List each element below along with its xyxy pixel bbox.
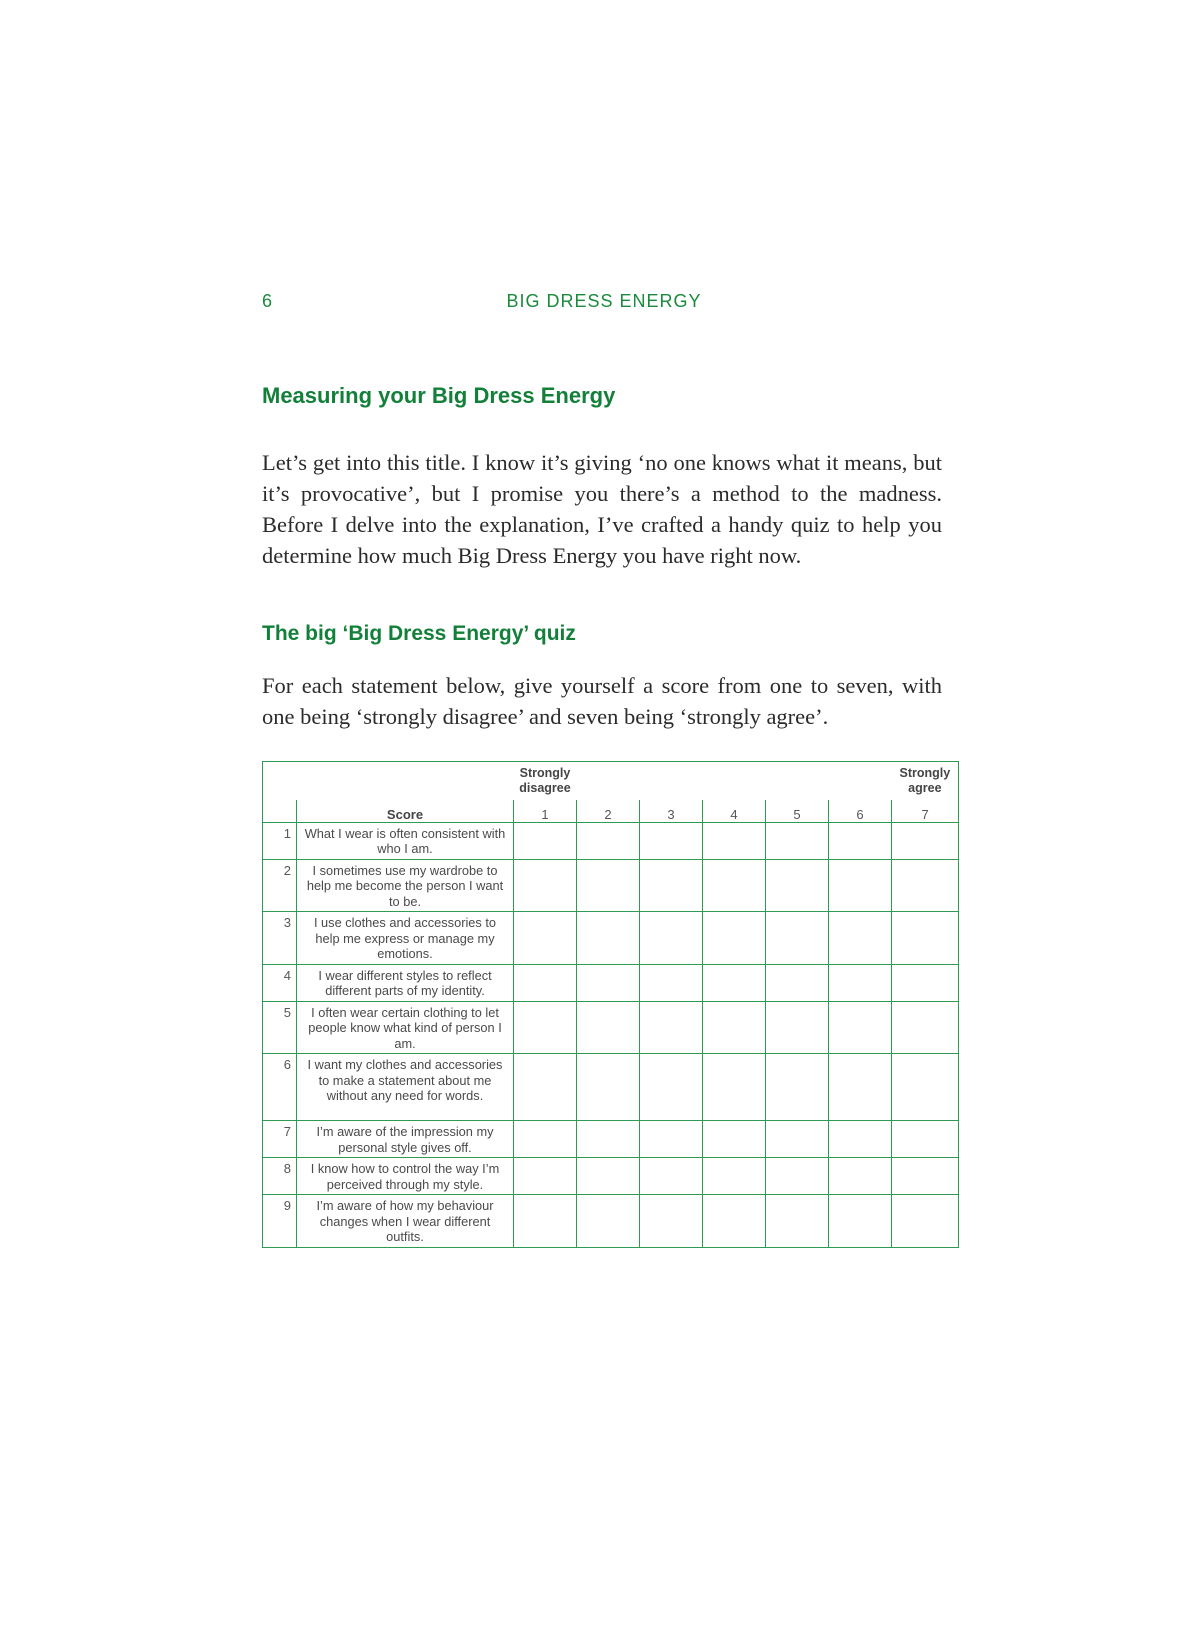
- score-cell-2: [577, 1001, 640, 1054]
- score-cell-3: [640, 1158, 703, 1195]
- score-cell-7: [892, 1121, 959, 1158]
- anchor-header-row: [263, 762, 959, 800]
- scale-5: 5: [766, 800, 829, 823]
- score-cell-7: [892, 912, 959, 965]
- score-cell-5: [766, 964, 829, 1001]
- row-statement: I’m aware of how my behaviour changes when I wear different outfits.: [297, 1195, 514, 1248]
- quiz-instructions: For each statement below, give yourself a score from one to seven, with one being ‘strongly disagree’ and seven being ‘strongly agree’.: [262, 673, 942, 729]
- score-cell-6: [829, 822, 892, 859]
- score-cell-6: [829, 912, 892, 965]
- scale-2: 2: [577, 800, 640, 823]
- score-cell-1: [514, 822, 577, 859]
- table-row: [263, 1158, 959, 1195]
- row-statement: I sometimes use my wardrobe to help me become the person I want to be.: [297, 859, 514, 912]
- score-cell-5: [766, 1158, 829, 1195]
- score-cell-3: [640, 822, 703, 859]
- intro-paragraph: Let’s get into this title. I know it’s giving ‘no one knows what it means, but it’s provocative’, but I promise you there’s a method to the madness. Before I delve into the explanation, I’ve crafted a handy quiz to help you determine how much Big Dress Energy you have right now.: [262, 450, 942, 568]
- score-cell-4: [703, 859, 766, 912]
- score-cell-1: [514, 1195, 577, 1248]
- row-statement: I often wear certain clothing to let people know what kind of person I am.: [297, 1001, 514, 1054]
- score-cell-2: [577, 1158, 640, 1195]
- row-number: 7: [263, 1121, 297, 1158]
- score-column-header: Score: [297, 800, 514, 823]
- score-cell-6: [829, 1195, 892, 1248]
- score-cell-5: [766, 822, 829, 859]
- score-cell-5: [766, 912, 829, 965]
- score-cell-5: [766, 1121, 829, 1158]
- score-cell-7: [892, 822, 959, 859]
- score-cell-2: [577, 912, 640, 965]
- row-number: 1: [263, 822, 297, 859]
- table-row: [263, 912, 959, 965]
- score-cell-4: [703, 964, 766, 1001]
- score-cell-4: [703, 822, 766, 859]
- row-statement: I know how to control the way I’m perceived through my style.: [297, 1158, 514, 1195]
- score-cell-6: [829, 964, 892, 1001]
- table-row: [263, 1054, 959, 1121]
- table-row: [263, 1121, 959, 1158]
- quiz-heading: The big ‘Big Dress Energy’ quiz: [262, 622, 576, 645]
- score-cell-7: [892, 1195, 959, 1248]
- score-cell-1: [514, 1001, 577, 1054]
- score-cell-1: [514, 1158, 577, 1195]
- score-cell-7: [892, 859, 959, 912]
- score-cell-1: [514, 859, 577, 912]
- scale-7: 7: [892, 800, 959, 823]
- score-cell-6: [829, 1121, 892, 1158]
- running-title: BIG DRESS ENERGY: [506, 291, 702, 311]
- score-header-row: [263, 800, 959, 823]
- score-cell-2: [577, 822, 640, 859]
- score-cell-4: [703, 1121, 766, 1158]
- score-cell-7: [892, 1158, 959, 1195]
- score-cell-5: [766, 859, 829, 912]
- score-cell-6: [829, 1001, 892, 1054]
- score-cell-2: [577, 964, 640, 1001]
- table-row: [263, 1001, 959, 1054]
- score-cell-3: [640, 1001, 703, 1054]
- score-cell-4: [703, 1158, 766, 1195]
- scale-1: 1: [514, 800, 577, 823]
- score-cell-7: [892, 964, 959, 1001]
- score-cell-4: [703, 1054, 766, 1121]
- anchor-strongly-disagree: Strongly disagree: [519, 766, 571, 795]
- score-cell-5: [766, 1001, 829, 1054]
- scale-3: 3: [640, 800, 703, 823]
- page-number: 6: [262, 291, 273, 311]
- row-statement: I wear different styles to reflect different parts of my identity.: [297, 964, 514, 1001]
- table-row: [263, 1195, 959, 1248]
- scale-4: 4: [703, 800, 766, 823]
- row-statement: I want my clothes and accessories to make a statement about me without any need for words.: [297, 1054, 514, 1121]
- row-statement: I’m aware of the impression my personal style gives off.: [297, 1121, 514, 1158]
- row-statement: I use clothes and accessories to help me express or manage my emotions.: [297, 912, 514, 965]
- score-cell-3: [640, 1195, 703, 1248]
- row-statement: What I wear is often consistent with who I am.: [297, 822, 514, 859]
- score-cell-6: [829, 1158, 892, 1195]
- score-cell-7: [892, 1054, 959, 1121]
- row-number: 5: [263, 1001, 297, 1054]
- row-number: 9: [263, 1195, 297, 1248]
- score-cell-4: [703, 1195, 766, 1248]
- row-number: 8: [263, 1158, 297, 1195]
- score-cell-3: [640, 1121, 703, 1158]
- score-cell-3: [640, 912, 703, 965]
- score-cell-4: [703, 1001, 766, 1054]
- score-cell-3: [640, 964, 703, 1001]
- running-head: [0, 291, 1200, 312]
- score-cell-2: [577, 1054, 640, 1121]
- score-cell-6: [829, 1054, 892, 1121]
- scale-6: 6: [829, 800, 892, 823]
- score-cell-3: [640, 859, 703, 912]
- table-row: [263, 964, 959, 1001]
- score-cell-6: [829, 859, 892, 912]
- score-cell-1: [514, 1054, 577, 1121]
- row-number: 3: [263, 912, 297, 965]
- score-cell-1: [514, 964, 577, 1001]
- score-cell-1: [514, 912, 577, 965]
- score-cell-2: [577, 859, 640, 912]
- score-cell-4: [703, 912, 766, 965]
- score-cell-2: [577, 1121, 640, 1158]
- anchor-strongly-agree: Strongly agree: [899, 766, 951, 795]
- score-cell-7: [892, 1001, 959, 1054]
- score-cell-1: [514, 1121, 577, 1158]
- section-heading: Measuring your Big Dress Energy: [262, 383, 616, 408]
- score-cell-2: [577, 1195, 640, 1248]
- row-number: 4: [263, 964, 297, 1001]
- row-number: 2: [263, 859, 297, 912]
- score-cell-5: [766, 1195, 829, 1248]
- table-row: [263, 822, 959, 859]
- score-cell-3: [640, 1054, 703, 1121]
- row-number: 6: [263, 1054, 297, 1121]
- score-cell-5: [766, 1054, 829, 1121]
- quiz-table: [262, 761, 959, 1248]
- table-row: [263, 859, 959, 912]
